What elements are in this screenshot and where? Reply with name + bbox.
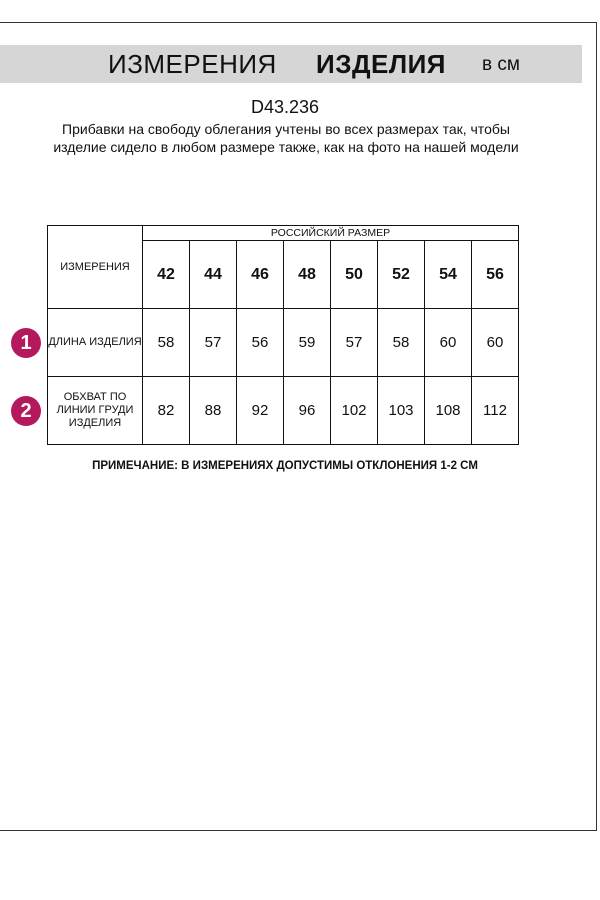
table-cell: 57 — [190, 309, 237, 377]
fit-description: Прибавки на свободу облегания учтены во всех размерах так, чтобы изделие сидело в любом размере также, как на фото на нашей модели — [53, 121, 519, 155]
table-row — [48, 309, 519, 377]
tolerance-note: ПРИМЕЧАНИЕ: В ИЗМЕРЕНИЯХ ДОПУСТИМЫ ОТКЛОНЕНИЯ 1-2 СМ — [92, 460, 478, 472]
table-cell: 60 — [425, 309, 472, 377]
corner-label: ИЗМЕРЕНИЯ — [48, 226, 143, 309]
header-unit: в см — [482, 54, 520, 75]
size-header: 56 — [472, 241, 519, 309]
table-cell: 102 — [331, 377, 378, 445]
table-row — [48, 377, 519, 445]
number-badge-2: 2 — [11, 396, 41, 426]
size-header: 44 — [190, 241, 237, 309]
size-header: 48 — [284, 241, 331, 309]
table-cell: 58 — [143, 309, 190, 377]
size-header: 54 — [425, 241, 472, 309]
table-cell: 108 — [425, 377, 472, 445]
table-cell: 57 — [331, 309, 378, 377]
table-cell: 103 — [378, 377, 425, 445]
size-header: 42 — [143, 241, 190, 309]
size-table — [47, 225, 519, 445]
header-band — [0, 45, 582, 83]
row-label-chest: ОБХВАТ ПО ЛИНИИ ГРУДИ ИЗДЕЛИЯ — [48, 377, 143, 445]
table-cell: 88 — [190, 377, 237, 445]
size-header: 50 — [331, 241, 378, 309]
table-cell: 96 — [284, 377, 331, 445]
table-cell: 82 — [143, 377, 190, 445]
product-code: D43.236 — [250, 97, 320, 117]
table-cell: 56 — [237, 309, 284, 377]
size-header: 46 — [237, 241, 284, 309]
table-cell: 60 — [472, 309, 519, 377]
table-cell: 59 — [284, 309, 331, 377]
table-cell: 112 — [472, 377, 519, 445]
number-badge-1: 1 — [11, 328, 41, 358]
header-title-measurements: ИЗМЕРЕНИЯ — [108, 49, 277, 79]
table-cell: 92 — [237, 377, 284, 445]
size-group-label: РОССИЙСКИЙ РАЗМЕР — [143, 226, 519, 241]
header-title-product: ИЗДЕЛИЯ — [316, 49, 446, 79]
table-header-row — [48, 226, 519, 241]
row-label-length: ДЛИНА ИЗДЕЛИЯ — [48, 309, 143, 377]
size-header: 52 — [378, 241, 425, 309]
table-cell: 58 — [378, 309, 425, 377]
